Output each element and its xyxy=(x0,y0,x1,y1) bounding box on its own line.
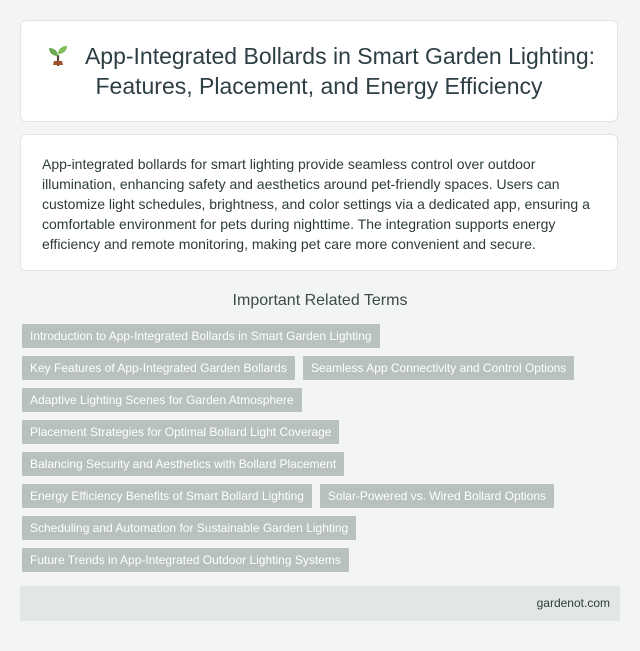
related-term-tag[interactable]: Balancing Security and Aesthetics with Bollard Placement xyxy=(22,452,344,476)
related-term-tag[interactable]: Energy Efficiency Benefits of Smart Bollard Lighting xyxy=(22,484,312,508)
term-row xyxy=(22,420,622,444)
related-terms-heading: Important Related Terms xyxy=(232,292,408,309)
related-term-tag[interactable]: Placement Strategies for Optimal Bollard Light Coverage xyxy=(22,420,339,444)
intro-paragraph: App-integrated bollards for smart lighting provide seamless control over outdoor illumination, enhancing safety and aesthetics around pet-friendly spaces. Users can customize light schedules, brightness, and color settings via a dedicated app, ensuring a comfortable environment for pets during nighttime. The integration supports energy efficiency and remote monitoring, making pet care more convenient and secure. xyxy=(42,156,590,252)
related-term-tag[interactable]: Key Features of App-Integrated Garden Bollards xyxy=(22,356,295,380)
term-row xyxy=(22,356,622,380)
footer-site: gardenot.com xyxy=(536,596,610,610)
page-title-text: App-Integrated Bollards in Smart Garden Lighting: Features, Placement, and Energy Efficiency xyxy=(84,43,596,99)
term-row xyxy=(22,324,622,348)
related-term-tag[interactable]: Solar-Powered vs. Wired Bollard Options xyxy=(320,484,554,508)
term-row xyxy=(22,516,622,540)
related-terms-list xyxy=(22,324,622,580)
term-row xyxy=(22,452,622,476)
term-row xyxy=(22,484,622,508)
page-title xyxy=(39,41,599,101)
sprout-icon xyxy=(43,43,73,67)
related-term-tag[interactable]: Introduction to App-Integrated Bollards in Smart Garden Lighting xyxy=(22,324,380,348)
term-row xyxy=(22,388,622,412)
intro-card xyxy=(20,134,618,271)
term-row xyxy=(22,548,622,572)
footer xyxy=(20,586,620,621)
related-term-tag[interactable]: Adaptive Lighting Scenes for Garden Atmosphere xyxy=(22,388,302,412)
related-term-tag[interactable]: Scheduling and Automation for Sustainable Garden Lighting xyxy=(22,516,356,540)
title-card xyxy=(20,20,618,122)
related-term-tag[interactable]: Future Trends in App-Integrated Outdoor Lighting Systems xyxy=(22,548,349,572)
related-term-tag[interactable]: Seamless App Connectivity and Control Options xyxy=(303,356,574,380)
